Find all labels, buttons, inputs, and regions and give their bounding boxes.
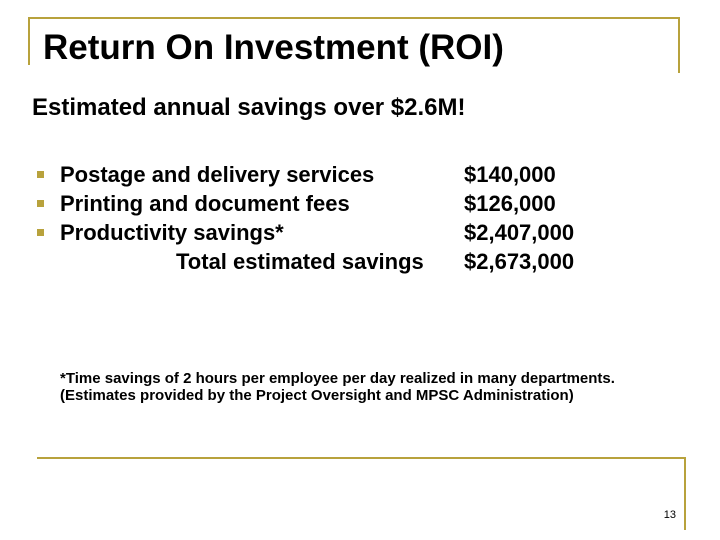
savings-item-amount: $2,407,000 xyxy=(464,220,575,245)
square-bullet-icon xyxy=(37,171,44,178)
savings-total-row xyxy=(37,247,637,276)
savings-item-amount: $140,000 xyxy=(464,162,556,187)
footnote: *Time savings of 2 hours per employee per day realized in many departments. (Estimates provided by the Project Oversight and MPSC Administration) xyxy=(60,370,615,404)
slide-title: Return On Investment (ROI) xyxy=(43,28,504,67)
savings-item-label: Printing and document fees xyxy=(60,191,350,216)
footer-right-rule xyxy=(684,457,686,530)
square-bullet-icon xyxy=(37,200,44,207)
savings-item-label: Productivity savings* xyxy=(60,220,284,245)
square-bullet-icon xyxy=(37,229,44,236)
savings-item xyxy=(37,160,637,189)
title-frame-right-line xyxy=(678,17,680,73)
page-number: 13 xyxy=(663,509,676,521)
savings-item xyxy=(37,218,637,247)
title-frame-left-line xyxy=(28,17,30,65)
total-label: Total estimated savings xyxy=(176,249,424,274)
savings-item-amount: $126,000 xyxy=(464,191,556,216)
total-amount: $2,673,000 xyxy=(464,249,575,274)
footer-rule xyxy=(37,457,685,459)
savings-item xyxy=(37,189,637,218)
savings-list xyxy=(37,160,637,276)
title-frame-top-line xyxy=(28,17,678,19)
slide-subtitle: Estimated annual savings over $2.6M! xyxy=(32,94,466,121)
savings-item-label: Postage and delivery services xyxy=(60,162,375,187)
